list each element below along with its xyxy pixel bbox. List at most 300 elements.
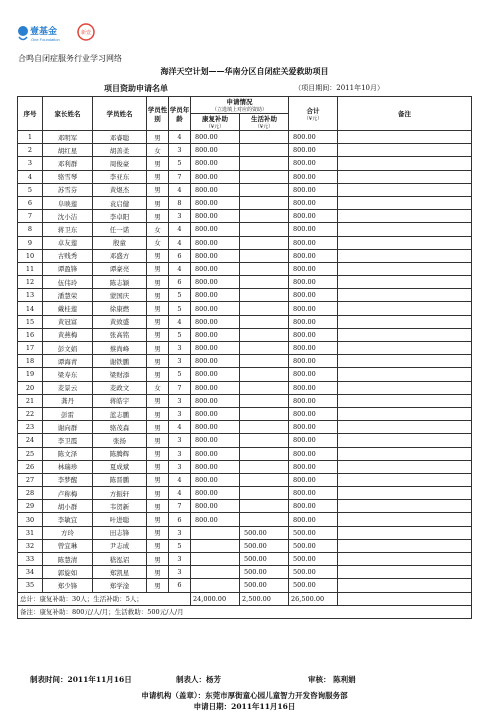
parent-name: 伍伟玲 xyxy=(43,276,93,289)
funding-application-table xyxy=(17,96,472,619)
age: 4 xyxy=(169,421,191,434)
age: 6 xyxy=(169,276,191,289)
student-name: 周俊豪 xyxy=(93,157,147,170)
rehab-subsidy: 800.00 xyxy=(191,157,240,170)
age: 3 xyxy=(169,566,191,579)
parent-name: 郑少锋 xyxy=(43,579,93,592)
row-total: 800.00 xyxy=(289,434,338,447)
parent-name: 陈文泽 xyxy=(43,447,93,460)
rehab-subsidy: 800.00 xyxy=(191,302,240,315)
table-row xyxy=(18,315,472,328)
row-no: 21 xyxy=(18,394,43,407)
summary-rehab-total: 24,000.00 xyxy=(191,592,240,605)
remark-cell xyxy=(338,144,472,157)
row-no: 9 xyxy=(18,236,43,249)
applicant-org: 申请机构（盖章）：东莞市厚街童心园儿童智力开发咨询服务部 xyxy=(141,691,348,700)
remark-cell xyxy=(338,157,472,170)
gender: 男 xyxy=(147,566,169,579)
table-row xyxy=(18,249,472,262)
row-no: 17 xyxy=(18,342,43,355)
header-apply xyxy=(191,97,289,114)
student-name: 张扬 xyxy=(93,434,147,447)
remark-cell xyxy=(338,381,472,394)
row-total: 800.00 xyxy=(289,170,338,183)
row-total: 800.00 xyxy=(289,342,338,355)
gender: 男 xyxy=(147,473,169,486)
remark-cell xyxy=(338,170,472,183)
rehab-subsidy xyxy=(191,539,240,552)
row-total: 800.00 xyxy=(289,381,338,394)
student-name: 方振轩 xyxy=(93,487,147,500)
student-name: 郑凯星 xyxy=(93,566,147,579)
student-name: 田志锋 xyxy=(93,526,147,539)
student-name: 叶进聪 xyxy=(93,513,147,526)
form-title: 项目资助申请名单 xyxy=(104,83,168,93)
age: 8 xyxy=(169,196,191,209)
student-name: 徐康燃 xyxy=(93,302,147,315)
gender: 男 xyxy=(147,460,169,473)
gender: 男 xyxy=(147,553,169,566)
living-subsidy: 500.00 xyxy=(240,539,289,552)
project-period: （项目期间：2011年10月） xyxy=(294,84,384,92)
row-no: 8 xyxy=(18,223,43,236)
remark-cell xyxy=(338,236,472,249)
age: 4 xyxy=(169,315,191,328)
living-subsidy xyxy=(240,262,289,275)
table-row xyxy=(18,236,472,249)
table-row xyxy=(18,381,472,394)
parent-name: 苏雪芬 xyxy=(43,183,93,196)
age: 4 xyxy=(169,183,191,196)
student-name: 蓝志鹏 xyxy=(93,407,147,420)
table-row xyxy=(18,566,472,579)
student-name: 邓盛方 xyxy=(93,249,147,262)
parent-name: 邓利群 xyxy=(43,157,93,170)
row-no: 35 xyxy=(18,579,43,592)
parent-name: 龚丹 xyxy=(43,394,93,407)
rehab-subsidy: 800.00 xyxy=(191,473,240,486)
row-total: 800.00 xyxy=(289,131,338,144)
living-subsidy xyxy=(240,368,289,381)
row-total: 800.00 xyxy=(289,223,338,236)
student-name: 夏成斌 xyxy=(93,460,147,473)
living-subsidy xyxy=(240,500,289,513)
parent-name: 林瑞珍 xyxy=(43,460,93,473)
age: 4 xyxy=(169,262,191,275)
gender: 男 xyxy=(147,434,169,447)
remark-cell xyxy=(338,355,472,368)
logo-cn-text: 壹基金 xyxy=(30,26,58,36)
living-subsidy xyxy=(240,302,289,315)
parent-name: 沈小洁 xyxy=(43,210,93,223)
parent-name: 黄冠富 xyxy=(43,315,93,328)
student-name: 张高铭 xyxy=(93,328,147,341)
header-remark: 备注 xyxy=(338,97,472,131)
parent-name: 方玲 xyxy=(43,526,93,539)
gender: 男 xyxy=(147,315,169,328)
gender: 男 xyxy=(147,539,169,552)
rehab-subsidy: 800.00 xyxy=(191,131,240,144)
row-total: 800.00 xyxy=(289,513,338,526)
age: 3 xyxy=(169,553,191,566)
rehab-subsidy: 800.00 xyxy=(191,183,240,196)
row-total: 800.00 xyxy=(289,473,338,486)
row-no: 24 xyxy=(18,434,43,447)
org-network-name: 合鸣自闭症服务行业学习网络 xyxy=(18,54,122,63)
rehab-subsidy: 800.00 xyxy=(191,223,240,236)
student-name: 陈志颖 xyxy=(93,276,147,289)
rehab-subsidy: 800.00 xyxy=(191,500,240,513)
table-row xyxy=(18,447,472,460)
row-no: 19 xyxy=(18,368,43,381)
header-total xyxy=(289,97,338,131)
age: 4 xyxy=(169,131,191,144)
living-subsidy xyxy=(240,289,289,302)
table-row xyxy=(18,342,472,355)
row-no: 6 xyxy=(18,196,43,209)
summary-grand-total: 26,500.00 xyxy=(289,592,338,605)
row-no: 20 xyxy=(18,381,43,394)
header-age: 学员年龄 xyxy=(169,97,191,131)
gender: 男 xyxy=(147,170,169,183)
gender: 男 xyxy=(147,210,169,223)
logo-badge-text: 新壹 xyxy=(80,30,92,36)
living-subsidy xyxy=(240,131,289,144)
one-foundation-logo xyxy=(16,22,96,44)
row-no: 27 xyxy=(18,473,43,486)
rehab-subsidy: 800.00 xyxy=(191,513,240,526)
gender: 男 xyxy=(147,500,169,513)
rehab-subsidy: 800.00 xyxy=(191,144,240,157)
remark-cell xyxy=(338,249,472,262)
age: 4 xyxy=(169,473,191,486)
remark-cell xyxy=(338,487,472,500)
table-row xyxy=(18,196,472,209)
parent-name: 阜映莲 xyxy=(43,196,93,209)
student-name: 陈腾辉 xyxy=(93,447,147,460)
living-subsidy xyxy=(240,210,289,223)
parent-name: 曾宜琳 xyxy=(43,539,93,552)
age: 3 xyxy=(169,526,191,539)
parent-name: 卢称梅 xyxy=(43,487,93,500)
remark-cell xyxy=(338,513,472,526)
remark-cell xyxy=(338,342,472,355)
student-name: 韦贺新 xyxy=(93,500,147,513)
gender: 男 xyxy=(147,183,169,196)
remark-cell xyxy=(338,131,472,144)
remark-cell xyxy=(338,183,472,196)
row-no: 32 xyxy=(18,539,43,552)
remark-cell xyxy=(338,328,472,341)
summary-living-total: 2,500.00 xyxy=(240,592,289,605)
age: 5 xyxy=(169,539,191,552)
gender: 男 xyxy=(147,196,169,209)
age: 3 xyxy=(169,407,191,420)
student-name: 任一诺 xyxy=(93,223,147,236)
student-name: 嵇泓诏 xyxy=(93,553,147,566)
living-subsidy xyxy=(240,513,289,526)
row-no: 5 xyxy=(18,183,43,196)
project-title: 海洋天空计划——华南分区自闭症关爱救助项目 xyxy=(160,66,329,76)
table-row xyxy=(18,131,472,144)
remark-cell xyxy=(338,223,472,236)
table-row xyxy=(18,183,472,196)
header-student: 学员姓名 xyxy=(93,97,147,131)
age: 6 xyxy=(169,513,191,526)
header-living xyxy=(240,114,289,131)
row-no: 23 xyxy=(18,421,43,434)
rehab-subsidy: 800.00 xyxy=(191,421,240,434)
rehab-subsidy: 800.00 xyxy=(191,170,240,183)
table-row xyxy=(18,289,472,302)
row-total: 800.00 xyxy=(289,407,338,420)
row-total: 500.00 xyxy=(289,553,338,566)
remark-cell xyxy=(338,447,472,460)
living-subsidy xyxy=(240,421,289,434)
student-name: 黄致盛 xyxy=(93,315,147,328)
age: 5 xyxy=(169,368,191,381)
row-total: 800.00 xyxy=(289,500,338,513)
row-total: 800.00 xyxy=(289,262,338,275)
summary-remark xyxy=(338,592,472,605)
header-living-label: 生活补助 xyxy=(251,115,277,123)
row-no: 10 xyxy=(18,249,43,262)
gender: 女 xyxy=(147,144,169,157)
table-row xyxy=(18,210,472,223)
living-subsidy xyxy=(240,223,289,236)
made-time: 制表时间：2011年11月16日 xyxy=(30,675,132,684)
header-no: 序号 xyxy=(18,97,43,131)
row-total: 800.00 xyxy=(289,289,338,302)
living-subsidy xyxy=(240,276,289,289)
remark-cell xyxy=(338,368,472,381)
row-total: 800.00 xyxy=(289,196,338,209)
table-row xyxy=(18,355,472,368)
gender: 男 xyxy=(147,368,169,381)
row-total: 500.00 xyxy=(289,566,338,579)
row-no: 15 xyxy=(18,315,43,328)
student-name: 骆茂森 xyxy=(93,421,147,434)
remark-cell xyxy=(338,196,472,209)
rehab-subsidy: 800.00 xyxy=(191,434,240,447)
row-no: 2 xyxy=(18,144,43,157)
parent-name: 潘慧荣 xyxy=(43,289,93,302)
table-row xyxy=(18,526,472,539)
student-name: 陈晋鹏 xyxy=(93,473,147,486)
student-name: 袁启健 xyxy=(93,196,147,209)
rehab-subsidy: 800.00 xyxy=(191,262,240,275)
header-total-unit: （¥元） xyxy=(303,115,323,122)
row-no: 34 xyxy=(18,566,43,579)
rehab-subsidy: 800.00 xyxy=(191,460,240,473)
remark-cell xyxy=(338,473,472,486)
living-subsidy xyxy=(240,434,289,447)
table-row xyxy=(18,302,472,315)
row-no: 13 xyxy=(18,289,43,302)
row-no: 29 xyxy=(18,500,43,513)
row-no: 1 xyxy=(18,131,43,144)
row-no: 25 xyxy=(18,447,43,460)
rehab-subsidy: 800.00 xyxy=(191,487,240,500)
header-gender: 学员性别 xyxy=(147,97,169,131)
gender: 男 xyxy=(147,249,169,262)
table-row xyxy=(18,262,472,275)
student-name: 蒙国庆 xyxy=(93,289,147,302)
rehab-subsidy: 800.00 xyxy=(191,394,240,407)
remark-cell xyxy=(338,539,472,552)
gender: 男 xyxy=(147,421,169,434)
gender: 男 xyxy=(147,289,169,302)
parent-name: 谭盈锋 xyxy=(43,262,93,275)
gender: 男 xyxy=(147,355,169,368)
living-subsidy xyxy=(240,447,289,460)
remark-cell xyxy=(338,315,472,328)
row-no: 4 xyxy=(18,170,43,183)
rehab-subsidy: 800.00 xyxy=(191,407,240,420)
table-row xyxy=(18,487,472,500)
student-name: 麦政文 xyxy=(93,381,147,394)
age: 6 xyxy=(169,249,191,262)
age: 7 xyxy=(169,381,191,394)
age: 5 xyxy=(169,157,191,170)
parent-name: 邓明军 xyxy=(43,131,93,144)
gender: 男 xyxy=(147,276,169,289)
rehab-subsidy xyxy=(191,553,240,566)
summary-label: 总计：康复补助：30人；生活补助：5人； xyxy=(18,592,191,605)
living-subsidy xyxy=(240,249,289,262)
rehab-subsidy xyxy=(191,526,240,539)
student-name: 尹志成 xyxy=(93,539,147,552)
age: 3 xyxy=(169,394,191,407)
row-no: 16 xyxy=(18,328,43,341)
living-subsidy xyxy=(240,236,289,249)
rehab-subsidy: 800.00 xyxy=(191,368,240,381)
age: 3 xyxy=(169,447,191,460)
living-subsidy xyxy=(240,157,289,170)
remark-cell xyxy=(338,289,472,302)
gender: 男 xyxy=(147,342,169,355)
row-no: 33 xyxy=(18,553,43,566)
row-no: 22 xyxy=(18,407,43,420)
row-no: 12 xyxy=(18,276,43,289)
row-total: 500.00 xyxy=(289,579,338,592)
living-subsidy: 500.00 xyxy=(240,566,289,579)
gender: 男 xyxy=(147,131,169,144)
student-name: 梁财添 xyxy=(93,368,147,381)
rehab-subsidy: 800.00 xyxy=(191,342,240,355)
living-subsidy: 500.00 xyxy=(240,579,289,592)
student-name: 李卓阳 xyxy=(93,210,147,223)
header-living-unit: （¥元） xyxy=(254,124,274,130)
table-row xyxy=(18,434,472,447)
gender: 男 xyxy=(147,487,169,500)
age: 3 xyxy=(169,342,191,355)
parent-name: 胡小群 xyxy=(43,500,93,513)
age: 4 xyxy=(169,223,191,236)
student-name: 邓睿聪 xyxy=(93,131,147,144)
rehab-subsidy: 800.00 xyxy=(191,276,240,289)
remark-cell xyxy=(338,276,472,289)
student-name: 谢铁鹏 xyxy=(93,355,147,368)
gender: 男 xyxy=(147,302,169,315)
age: 5 xyxy=(169,289,191,302)
rehab-subsidy: 800.00 xyxy=(191,289,240,302)
living-subsidy xyxy=(240,407,289,420)
age: 3 xyxy=(169,434,191,447)
row-total: 800.00 xyxy=(289,249,338,262)
remark-cell xyxy=(338,553,472,566)
row-total: 800.00 xyxy=(289,210,338,223)
row-total: 800.00 xyxy=(289,144,338,157)
header-total-label: 合计 xyxy=(306,106,320,115)
student-name: 谭豪亮 xyxy=(93,262,147,275)
living-subsidy xyxy=(240,342,289,355)
row-total: 500.00 xyxy=(289,526,338,539)
living-subsidy xyxy=(240,315,289,328)
row-total: 800.00 xyxy=(289,328,338,341)
row-total: 800.00 xyxy=(289,447,338,460)
header-parent: 家长姓名 xyxy=(43,97,93,131)
table-row xyxy=(18,144,472,157)
gender: 男 xyxy=(147,394,169,407)
remark-cell xyxy=(338,302,472,315)
rehab-subsidy: 800.00 xyxy=(191,447,240,460)
remark-cell xyxy=(338,407,472,420)
table-row xyxy=(18,473,472,486)
table-row xyxy=(18,157,472,170)
gender: 女 xyxy=(147,236,169,249)
table-row xyxy=(18,539,472,552)
remark-cell xyxy=(338,500,472,513)
parent-name: 李梦醒 xyxy=(43,473,93,486)
row-no: 3 xyxy=(18,157,43,170)
row-no: 26 xyxy=(18,460,43,473)
row-total: 800.00 xyxy=(289,355,338,368)
header-rehab xyxy=(191,114,240,131)
gender: 男 xyxy=(147,513,169,526)
gender: 男 xyxy=(147,579,169,592)
living-subsidy xyxy=(240,394,289,407)
gender: 男 xyxy=(147,262,169,275)
remark-cell xyxy=(338,210,472,223)
student-name: 郑学淦 xyxy=(93,579,147,592)
remark-cell xyxy=(338,394,472,407)
table-row xyxy=(18,276,472,289)
rehab-subsidy xyxy=(191,566,240,579)
age: 6 xyxy=(169,579,191,592)
parent-name: 谭海青 xyxy=(43,355,93,368)
living-subsidy xyxy=(240,144,289,157)
row-total: 800.00 xyxy=(289,302,338,315)
table-row xyxy=(18,368,472,381)
row-total: 800.00 xyxy=(289,487,338,500)
parent-name: 蒋卫东 xyxy=(43,223,93,236)
student-name: 李亚东 xyxy=(93,170,147,183)
rehab-subsidy: 800.00 xyxy=(191,355,240,368)
living-subsidy: 500.00 xyxy=(240,526,289,539)
row-no: 7 xyxy=(18,210,43,223)
age: 3 xyxy=(169,460,191,473)
living-subsidy xyxy=(240,183,289,196)
rehab-subsidy: 800.00 xyxy=(191,249,240,262)
note-row xyxy=(18,605,472,618)
row-total: 800.00 xyxy=(289,183,338,196)
remark-cell xyxy=(338,262,472,275)
remark-cell xyxy=(338,566,472,579)
row-no: 18 xyxy=(18,355,43,368)
age: 7 xyxy=(169,500,191,513)
row-no: 11 xyxy=(18,262,43,275)
